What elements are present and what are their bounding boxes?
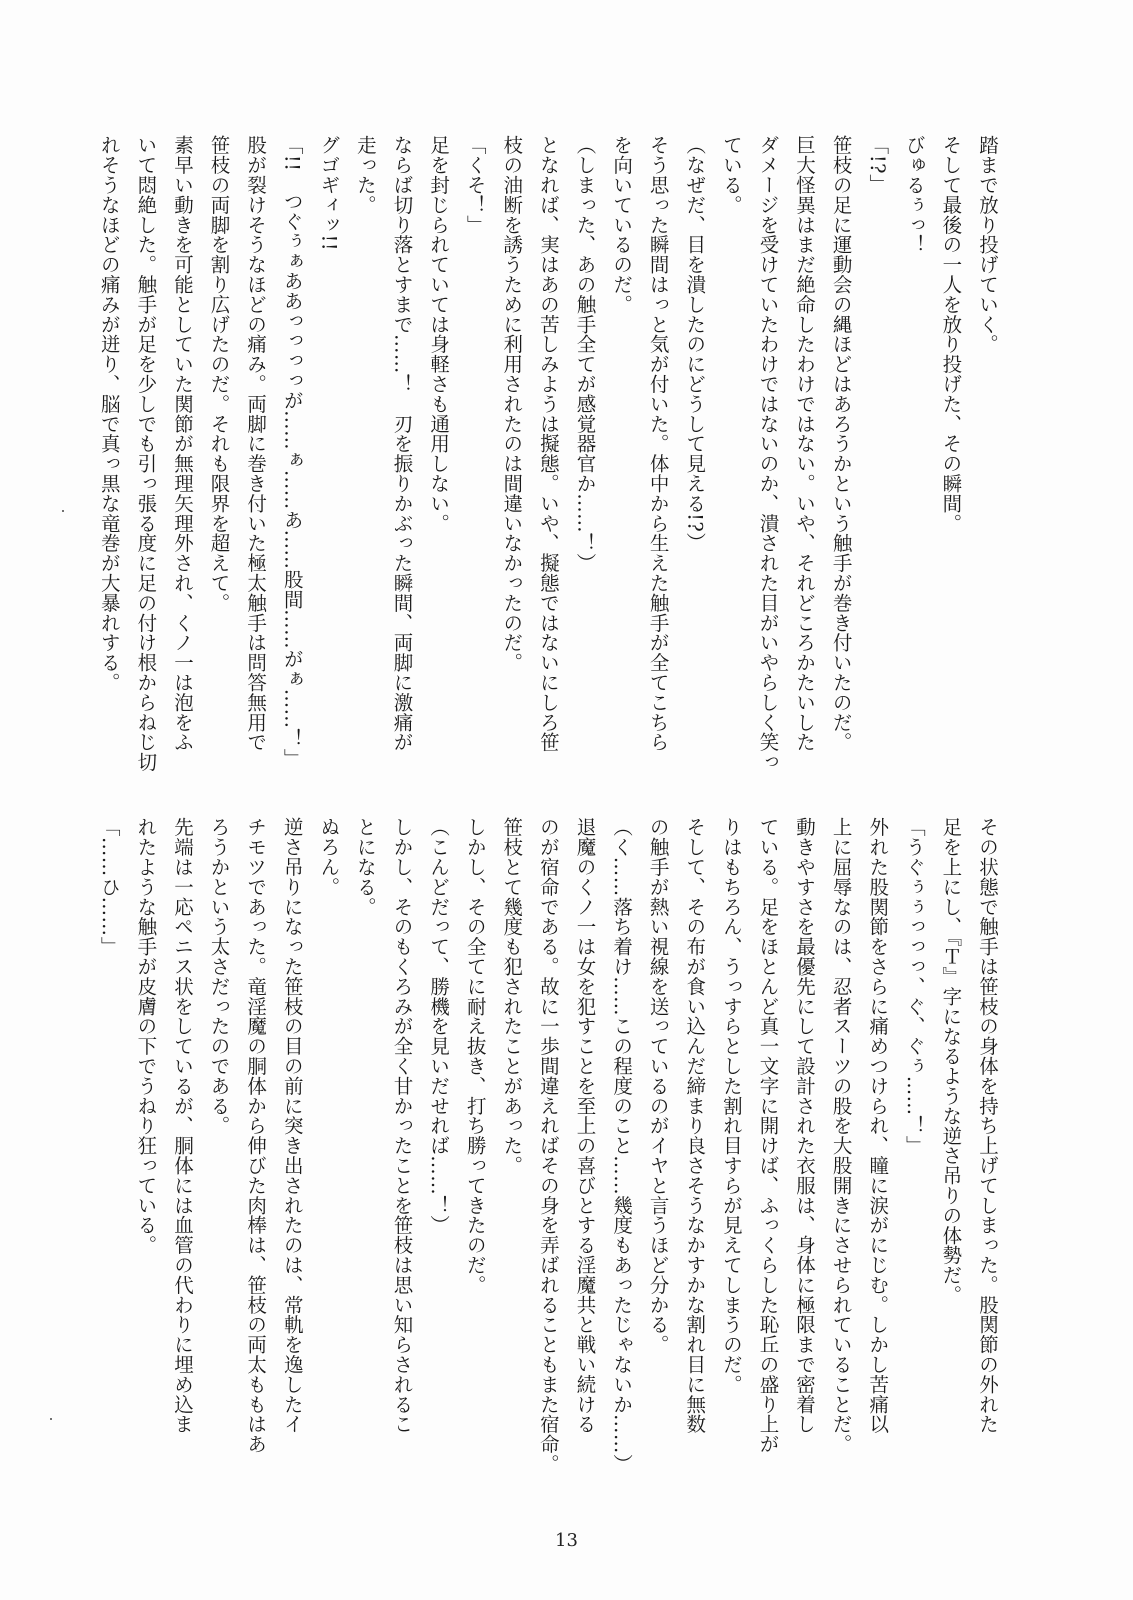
text-line: そう思った瞬間はっと気が付いた。体中から生えた触手が全てこちら: [646, 135, 670, 752]
text-line: 「……ひ……」: [97, 817, 121, 957]
text-line: （なぜだ、目を潰したのにどうして見える!?）: [683, 135, 707, 553]
text-line: ダメージを受けていたわけではないのか、潰された目がいやらしく笑っ: [756, 135, 780, 772]
text-line: れたような触手が皮膚の下でうねり狂っている。: [134, 817, 158, 1255]
text-line: りはもちろん、うっすらとした割れ目すらが見えてしまうのだ。: [719, 817, 743, 1395]
text-line: のが宿命である。故に一歩間違えればその身を弄ばれることもまた宿命。: [536, 817, 560, 1474]
text-line: （く……落ち着け……この程度のこと……幾度もあったじゃないか……）: [610, 817, 634, 1474]
text-line: グゴギィッ!!: [317, 135, 341, 251]
text-line: 足を封じられていては身軽さも通用しない。: [427, 135, 451, 533]
text-line: チモツであった。竜淫魔の胴体から伸びた肉棒は、笹枝の両太ももはあ: [244, 817, 268, 1454]
text-line: 笹枝の両脚を割り広げたのだ。それも限界を超えて。: [207, 135, 231, 613]
text-line: 巨大怪異はまだ絶命したわけではない。いや、それどころかたいした: [793, 135, 817, 752]
text-line: を向いているのだ。: [610, 135, 634, 315]
text-line: 走った。: [353, 135, 377, 215]
text-line: 「うぐぅぅっっっ、ぐ、ぐぅ……！」: [902, 817, 926, 1156]
text-line: の触手が熱い視線を送っているのがイヤと言うほど分かる。: [646, 817, 670, 1355]
text-line: 外れた股関節をさらに痛めつけられ、瞳に涙がにじむ。しかし苦痛以: [866, 817, 890, 1434]
text-line: びゅるぅっ！: [902, 135, 926, 255]
text-line: 逆さ吊りになった笹枝の目の前に突き出されたのは、常軌を逸したイ: [280, 817, 304, 1434]
text-line: （こんどだって、勝機を見いだせれば……！）: [427, 817, 451, 1235]
text-line: 素早い動きを可能としていた関節が無理矢理外され、くノ一は泡をふ: [170, 135, 194, 752]
text-line: その状態で触手は笹枝の身体を持ち上げてしまった。股関節の外れた: [976, 817, 999, 1434]
text-line: そして、その布が食い込んだ締まり良さそうなかすかな割れ目に無数: [683, 817, 707, 1434]
text-line: ている。: [719, 135, 743, 215]
text-line: となれば、実はあの苦しみようは擬態。いや、擬態ではないにしろ笹: [536, 135, 560, 752]
text-line: 笹枝とて幾度も犯されたことがあった。: [500, 817, 524, 1176]
text-line: 上に屈辱なのは、忍者スーツの股を大股開きにさせられていることだ。: [829, 817, 853, 1454]
text-line: 枝の油断を誘うために利用されたのは間違いなかったのだ。: [500, 135, 524, 673]
text-line: ろうかという太さだったのである。: [207, 817, 231, 1136]
scan-speck: [50, 1418, 52, 1420]
text-line: 先端は一応ペニス状をしているが、胴体には血管の代わりに埋め込ま: [170, 817, 194, 1434]
text-line: しかし、そのもくろみが全く甘かったことを笹枝は思い知らされるこ: [390, 817, 414, 1434]
text-line: ならば切り落とすまで……！ 刃を振りかぶった瞬間、両脚に激痛が: [390, 135, 414, 752]
text-line: とになる。: [353, 817, 377, 917]
text-line: （しまった、あの触手全てが感覚器官か……！）: [573, 135, 597, 573]
text-line: 笹枝の足に運動会の縄ほどはあろうかという触手が巻き付いたのだ。: [829, 135, 853, 752]
text-line: 踏まで放り投げていく。: [976, 135, 999, 354]
text-line: 退魔のくノ一は女を犯すことを至上の喜びとする淫魔共と戦い続ける: [573, 817, 597, 1434]
text-line: 「くそ！」: [463, 135, 487, 235]
page-number: 13: [555, 1530, 578, 1551]
scan-speck: [62, 510, 64, 512]
text-line: ている。足をほとんど真一文字に開けば、ふっくらした恥丘の盛り上が: [756, 817, 780, 1454]
text-line: 股が裂けそうなほどの痛み。両脚に巻き付いた極太触手は問答無用で: [244, 135, 268, 752]
text-line: 「!! つぐぅぁああっっっっが……ぁ……あ……股間……がぁ……！」: [280, 135, 304, 769]
text-line: そして最後の一人を放り投げた、その瞬間。: [939, 135, 963, 533]
text-block-top: [97, 135, 1005, 772]
text-line: 「!?」: [866, 135, 890, 194]
text-line: いて悶絶した。触手が足を少しでも引っ張る度に足の付け根からねじ切: [134, 135, 158, 772]
text-line: 動きやすさを最優先にして設計された衣服は、身体に極限まで密着し: [793, 817, 817, 1434]
text-line: れそうなほどの痛みが迸り、脳で真っ黒な竜巻が大暴れする。: [97, 135, 121, 693]
text-block-bottom: [97, 817, 1005, 1474]
text-line: 足を上にし、『Ｔ』字になるような逆さ吊りの体勢だ。: [939, 817, 963, 1305]
text-line: ぬろん。: [317, 817, 341, 897]
text-line: しかし、その全てに耐え抜き、打ち勝ってきたのだ。: [463, 817, 487, 1295]
